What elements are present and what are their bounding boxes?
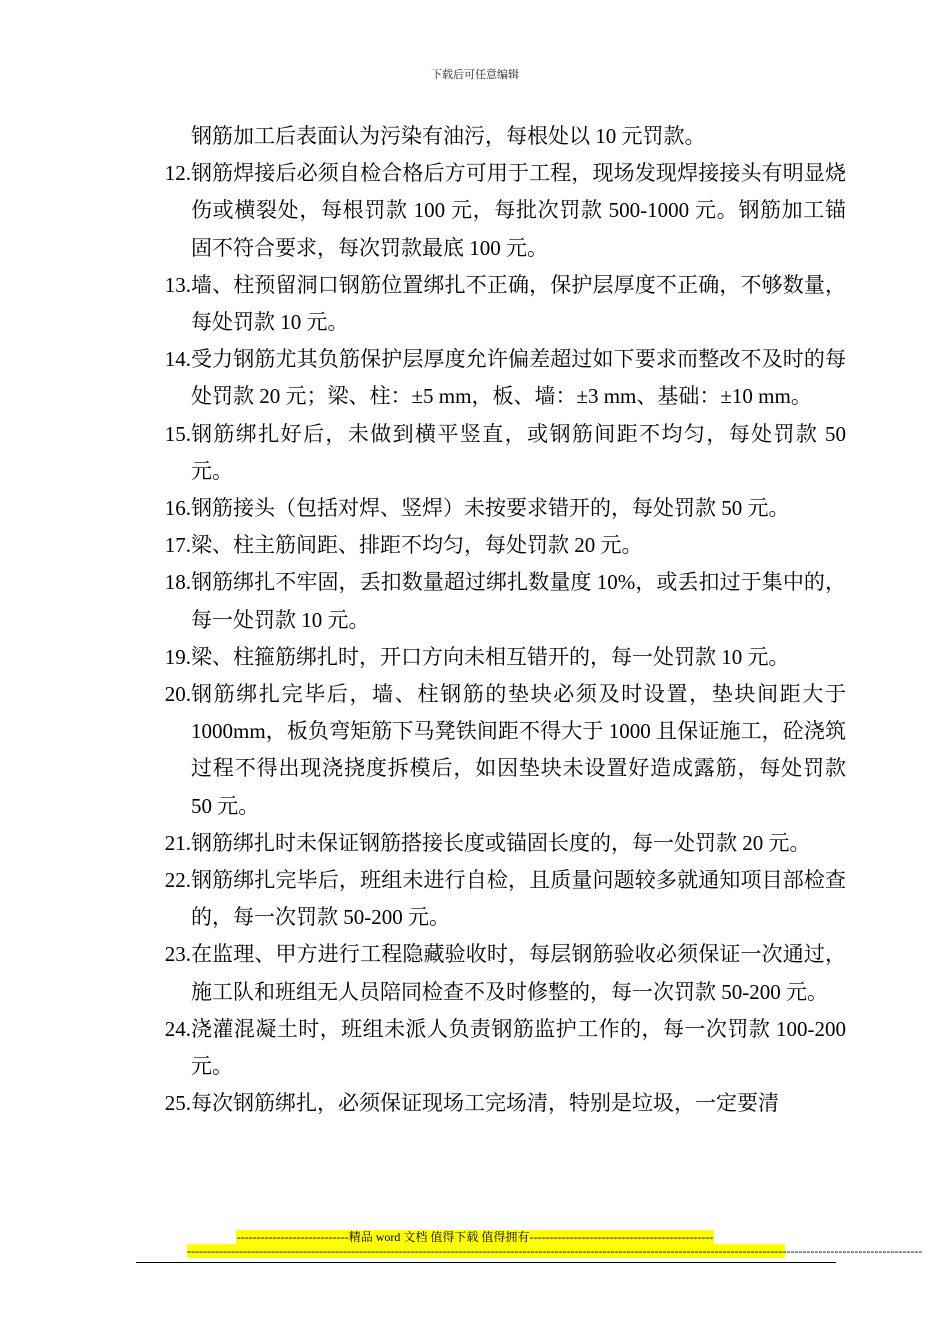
list-item-number: 20. (164, 682, 191, 707)
list-item (156, 527, 846, 564)
list-item-number: 16. (164, 496, 191, 521)
list-item-text: 钢筋绑扎时未保证钢筋搭接长度或锚固长度的，每一处罚款 20 元。 (191, 830, 811, 855)
footer-rule (136, 1262, 836, 1263)
list-item-number: 19. (164, 644, 191, 669)
list-item (156, 341, 846, 415)
list-item-number: 23. (164, 942, 191, 967)
list-item-text: 钢筋绑扎完毕后，班组未进行自检，且质量问题较多就通知项目部检查的，每一次罚款 50-200 元。 (191, 868, 846, 930)
list-item (156, 862, 846, 936)
footer-banner-text: ----------------------------精品 word 文档 值得下载 值得拥有---------------------------------------------- (236, 1230, 714, 1244)
list-item (156, 676, 846, 825)
list-item-number: 12. (164, 161, 191, 186)
footer-banner (0, 1229, 950, 1245)
list-item-number: 14. (164, 347, 191, 372)
list-item-number: 17. (164, 533, 191, 558)
list-item-text: 钢筋焊接后必须自检合格后方可用于工程，现场发现焊接接头有明显烧伤或横裂处，每根罚款 100 元，每批次罚款 500-1000 元。钢筋加工锚固不符合要求，每次罚款最底 100 元。 (191, 161, 846, 260)
list-item-text: 在监理、甲方进行工程隐藏验收时，每层钢筋验收必须保证一次通过，施工队和班组无人员陪同检查不及时修整的，每一次罚款 50-200 元。 (191, 942, 846, 1004)
list-item (156, 564, 846, 638)
list-item (156, 490, 846, 527)
list-item-text: 每次钢筋绑扎，必须保证现场工完场清，特别是垃圾，一定要清 (191, 1091, 779, 1116)
list-item (156, 267, 846, 341)
document-body (156, 118, 846, 1122)
list-item-number: 21. (164, 830, 191, 855)
list-item-continuation (156, 118, 846, 155)
list-item-number: 18. (164, 570, 191, 595)
list-item-text: 钢筋绑扎好后，未做到横平竖直，或钢筋间距不均匀，每处罚款 50 元。 (191, 421, 846, 483)
list-item-number: 24. (164, 1016, 191, 1041)
list-item (156, 155, 846, 267)
list-item (156, 416, 846, 490)
list-item-number: 25. (164, 1091, 191, 1116)
list-item-text: 浇灌混凝土时，班组未派人负责钢筋监护工作的，每一次罚款 100-200 元。 (191, 1016, 846, 1079)
list-item-number: 13. (164, 272, 191, 297)
list-item-text: 墙、柱预留洞口钢筋位置绑扎不正确，保护层厚度不正确，不够数量，每处罚款 10 元。 (191, 272, 846, 335)
list-item-text: 受力钢筋尤其负筋保护层厚度允许偏差超过如下要求而整改不及时的每处罚款 20 元；梁、柱：±5 mm，板、墙：±3 mm、基础：±10 mm。 (191, 347, 846, 409)
page-header: 下载后可任意编辑 (431, 69, 519, 81)
list-item-text: 钢筋绑扎完毕后，墙、柱钢筋的垫块必须及时设置，垫块间距大于 1000mm，板负弯矩筋下马凳铁间距不得大于 1000 且保证施工，砼浇筑过程不得出现浇挠度拆模后，如因垫块未设置好造成露筋，每处罚款 50 元。 (191, 682, 846, 818)
list-item (156, 1011, 846, 1085)
list-item (156, 639, 846, 676)
list-item-text: 梁、柱主筋间距、排距不均匀，每处罚款 20 元。 (191, 533, 643, 558)
list-item (156, 825, 846, 862)
footer-dash-line: ---------------------------------------------------------------------------------------------------------------------------------------------------------------------------------------- (187, 1244, 923, 1258)
list-item-number: 22. (164, 868, 191, 893)
list-item (156, 936, 846, 1010)
list-item-text: 钢筋接头（包括对焊、竖焊）未按要求错开的，每处罚款 50 元。 (191, 496, 790, 521)
list-item-text: 钢筋加工后表面认为污染有油污，每根处以 10 元罚款。 (191, 124, 706, 148)
list-item (156, 1085, 846, 1122)
list-item-number: 15. (164, 421, 191, 446)
list-item-text: 钢筋绑扎不牢固，丢扣数量超过绑扎数量度 10%，或丢扣过于集中的，每一处罚款 10 元。 (191, 570, 846, 632)
list-item-text: 梁、柱箍筋绑扎时，开口方向未相互错开的，每一处罚款 10 元。 (191, 644, 790, 669)
